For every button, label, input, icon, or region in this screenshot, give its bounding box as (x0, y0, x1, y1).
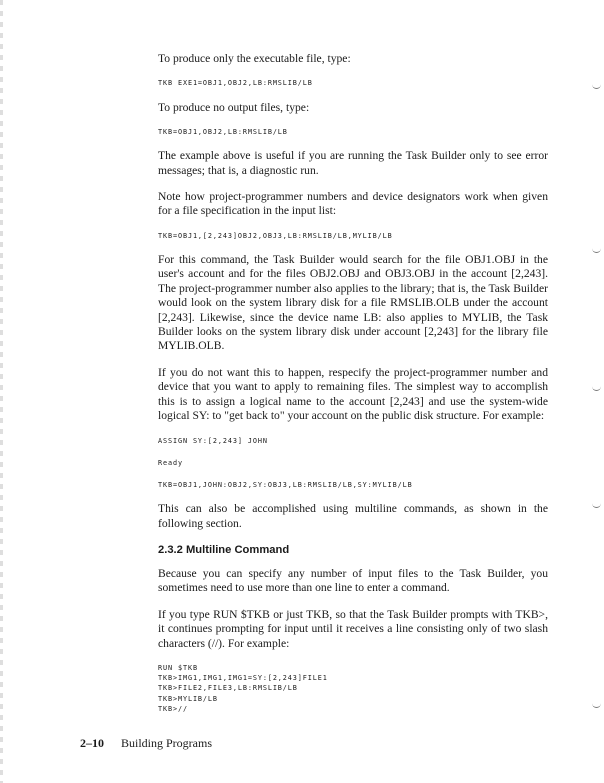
body-content (158, 52, 548, 726)
margin-mark (592, 386, 601, 391)
paragraph-multiline-ref: This can also be accomplished using multiline commands, as shown in the following section. (158, 502, 548, 530)
paragraph-respecify: If you do not want this to happen, respecify the project-programmer number and device that you want to apply to remaining files. The simplest way to accomplish this is to assign a logical name to the account [2,243] and use the system-wide logical SY: to "get back to" your account on the public disk structure. For example: (158, 365, 548, 423)
code-tkb-no-output: TKB=OBJ1,OBJ2,LB:RMSLIB/LB (158, 128, 288, 137)
page-number: 2–10 (80, 736, 104, 750)
code-multiline-session: RUN $TKB TKB>IMG1,IMG1,IMG1=SY:[2,243]FILE1 TKB>FILE2,FILE3,LB:RMSLIB/LB TKB>MYLIB/LB TKB>// (158, 663, 328, 713)
paragraph-diagnostic-run: The example above is useful if you are running the Task Builder only to see error messages; that is, a diagnostic run. (158, 149, 548, 177)
paragraph-executable-intro: To produce only the executable file, type: (158, 52, 351, 65)
margin-mark (592, 703, 601, 708)
paragraph-ppn-note: Note how project-programmer numbers and device designators work when given for a file specification in the input list: (158, 190, 548, 218)
paragraph-search-explanation: For this command, the Task Builder would search for the file OBJ1.OBJ in the user's account and for the files OBJ2.OBJ and OBJ3.OBJ in the account [2,243]. The project-programmer number also applies to the library; that is, the Task Builder would look on the system library disk for a file RMSLIB.OLB under the account [2,243]. Likewise, since the device name LB: also applies to MYLIB, the Task Builder looks on the system library disk under account [2,243] for the library file MYLIB.OLB. (158, 253, 548, 353)
margin-mark (592, 248, 601, 253)
page-footer (80, 736, 212, 750)
scan-left-edge (0, 0, 3, 783)
code-tkb-ppn: TKB=OBJ1,[2,243]OBJ2,OBJ3,LB:RMSLIB/LB,MYLIB/LB (158, 231, 393, 240)
code-tkb-exe: TKB EXE1=OBJ1,OBJ2,LB:RMSLIB/LB (158, 79, 313, 88)
section-heading: 2.3.2 Multiline Command (158, 543, 290, 556)
code-assign: ASSIGN SY:[2,243] JOHN (158, 436, 268, 445)
code-tkb-logical: TKB=OBJ1,JOHN:OBJ2,SY:OBJ3,LB:RMSLIB/LB,SY:MYLIB/LB (158, 480, 413, 489)
chapter-title: Building Programs (121, 736, 213, 750)
margin-mark (592, 503, 601, 508)
paragraph-multiline-intro: Because you can specify any number of input files to the Task Builder, you sometimes need to use more than one line to enter a command. (158, 566, 548, 595)
paragraph-no-output-intro: To produce no output files, type: (158, 100, 310, 114)
code-ready: Ready (158, 458, 183, 467)
paragraph-prompting: If you type RUN $TKB or just TKB, so that the Task Builder prompts with TKB>, it continues prompting for input until it receives a line consisting only of two slash characters (//). For example: (158, 607, 548, 650)
margin-mark (592, 84, 601, 89)
